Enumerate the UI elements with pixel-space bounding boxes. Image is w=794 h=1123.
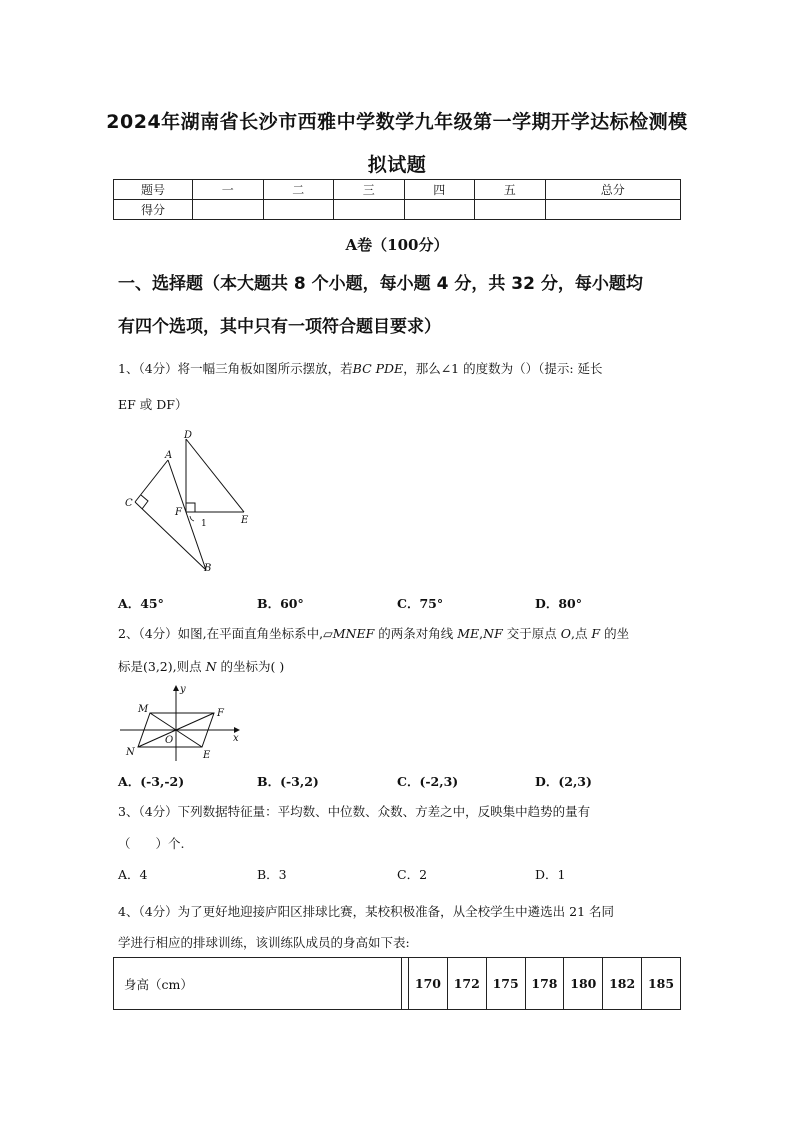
label-a: A [165, 450, 173, 461]
score-cell[interactable] [263, 200, 334, 220]
q4-text-line2: 学进行相应的排球训练，该训练队成员的身高如下表: [118, 935, 410, 950]
part1-heading-line2: 有四个选项，其中只有一项符合题目要求） [118, 317, 441, 337]
label-o: O [165, 735, 174, 746]
score-header-cell: 二 [263, 180, 334, 200]
q2-option-a[interactable]: A．(-3,-2) [118, 774, 185, 789]
height-value-cell: 185 [642, 958, 681, 1010]
label-n: N [126, 747, 135, 758]
label-f: F [217, 708, 224, 719]
q3-option-a[interactable]: A．4 [118, 867, 148, 882]
q2-text-line2 [118, 650, 684, 684]
label-angle-1: 1 [201, 519, 207, 529]
height-label-cell: 身高（cm） [114, 958, 402, 1010]
y-axis-arrow-icon [173, 685, 179, 691]
score-header-cell: 题号 [114, 180, 193, 200]
q1-prefix: 1、（4分）将一幅三角板如图所示摆放，若 [118, 361, 353, 376]
q2-parallelogram-figure [118, 683, 243, 763]
q2-seg: O [560, 626, 571, 641]
page-title-line2: 拟试题 [367, 154, 427, 176]
q1-option-a[interactable]: A．45° [118, 596, 164, 611]
q1-option-d[interactable]: D．80° [535, 596, 582, 611]
q2-option-c[interactable]: C．(-2,3) [397, 774, 459, 789]
q2-seg: F [591, 626, 601, 641]
q2-seg: 的两条对角线 [374, 626, 458, 641]
right-angle-mark-f [186, 503, 195, 512]
score-table [113, 179, 681, 220]
label-m: M [138, 704, 149, 715]
q2-seg: 的坐标为( ) [216, 659, 285, 674]
height-value-cell: 178 [525, 958, 564, 1010]
score-table-score-row [114, 200, 681, 220]
q2-seg: , [479, 626, 484, 641]
height-value-cell: 170 [409, 958, 448, 1010]
label-e: E [241, 515, 249, 526]
score-table-header-row [114, 180, 681, 200]
q2-seg: 2、（4分）如图,在平面直角坐标系中,▱ [118, 626, 333, 641]
label-c: C [125, 498, 133, 509]
q1-text-line1 [118, 352, 684, 386]
q2-seg: 标是(3,2),则点 [118, 659, 206, 674]
score-header-cell: 四 [404, 180, 475, 200]
q3-option-c[interactable]: C．2 [397, 867, 428, 882]
q1-math: BC PDE [352, 361, 404, 376]
height-table [113, 957, 681, 1010]
label-b: B [204, 563, 212, 574]
q1-mid: ，那么∠1 的度数为（）（提示: 延长 [403, 361, 603, 376]
q3-option-b[interactable]: B．3 [257, 867, 287, 882]
score-cell[interactable] [475, 200, 546, 220]
score-header-cell: 五 [475, 180, 546, 200]
q2-seg: 的坐 [600, 626, 630, 641]
height-table-row [114, 958, 681, 1010]
q4-text-line1: 4、（4分）为了更好地迎接庐阳区排球比赛，某校积极准备，从全校学生中遴选出 21 名同 [118, 904, 615, 919]
label-y: y [180, 684, 186, 695]
score-header-cell: 一 [193, 180, 264, 200]
q2-option-d[interactable]: D．(2,3) [535, 774, 592, 789]
q2-seg: MNEF [332, 626, 375, 641]
score-cell[interactable] [545, 200, 681, 220]
score-cell[interactable] [404, 200, 475, 220]
q3-option-d[interactable]: D．1 [535, 867, 566, 882]
q1-option-b[interactable]: B．60° [257, 596, 304, 611]
score-header-cell: 三 [334, 180, 405, 200]
label-d: D [184, 430, 193, 441]
score-cell[interactable] [334, 200, 405, 220]
q2-seg: 交于原点 [502, 626, 561, 641]
q1-triangle-figure [118, 425, 258, 580]
segment-ac [135, 460, 168, 502]
q1-text-line2: EF 或 DF） [118, 397, 188, 412]
section-a-heading: A卷（100分） [345, 236, 449, 254]
part1-heading-line1: 一、选择题（本大题共 8 个小题，每小题 4 分，共 32 分，每小题均 [118, 274, 643, 294]
label-e: E [203, 750, 211, 761]
q2-seg: NF [483, 626, 503, 641]
label-f: F [175, 507, 182, 518]
height-value-cell: 182 [603, 958, 642, 1010]
q2-text-line1 [118, 617, 684, 651]
q3-text-line2: （ ）个. [118, 836, 185, 851]
height-value-cell: 180 [564, 958, 603, 1010]
q2-option-b[interactable]: B．(-3,2) [257, 774, 319, 789]
q1-option-c[interactable]: C．75° [397, 596, 444, 611]
angle-1-arc [190, 516, 194, 521]
height-value-cell: 172 [447, 958, 486, 1010]
height-spacer-cell [402, 958, 409, 1010]
page-title-line1: 2024年湖南省长沙市西雅中学数学九年级第一学期开学达标检测模 [106, 111, 688, 133]
q2-seg: ,点 [570, 626, 592, 641]
height-value-cell: 175 [486, 958, 525, 1010]
q2-seg: N [205, 659, 217, 674]
segment-ab [168, 460, 206, 570]
segment-de [186, 439, 244, 512]
label-x: x [233, 733, 239, 744]
q2-seg: ME [457, 626, 480, 641]
right-angle-mark-c [141, 495, 148, 509]
score-header-cell: 总分 [545, 180, 681, 200]
score-row-label: 得分 [114, 200, 193, 220]
score-cell[interactable] [193, 200, 264, 220]
q3-text-line1: 3、（4分）下列数据特征量：平均数、中位数、众数、方差之中，反映集中趋势的量有 [118, 804, 591, 819]
